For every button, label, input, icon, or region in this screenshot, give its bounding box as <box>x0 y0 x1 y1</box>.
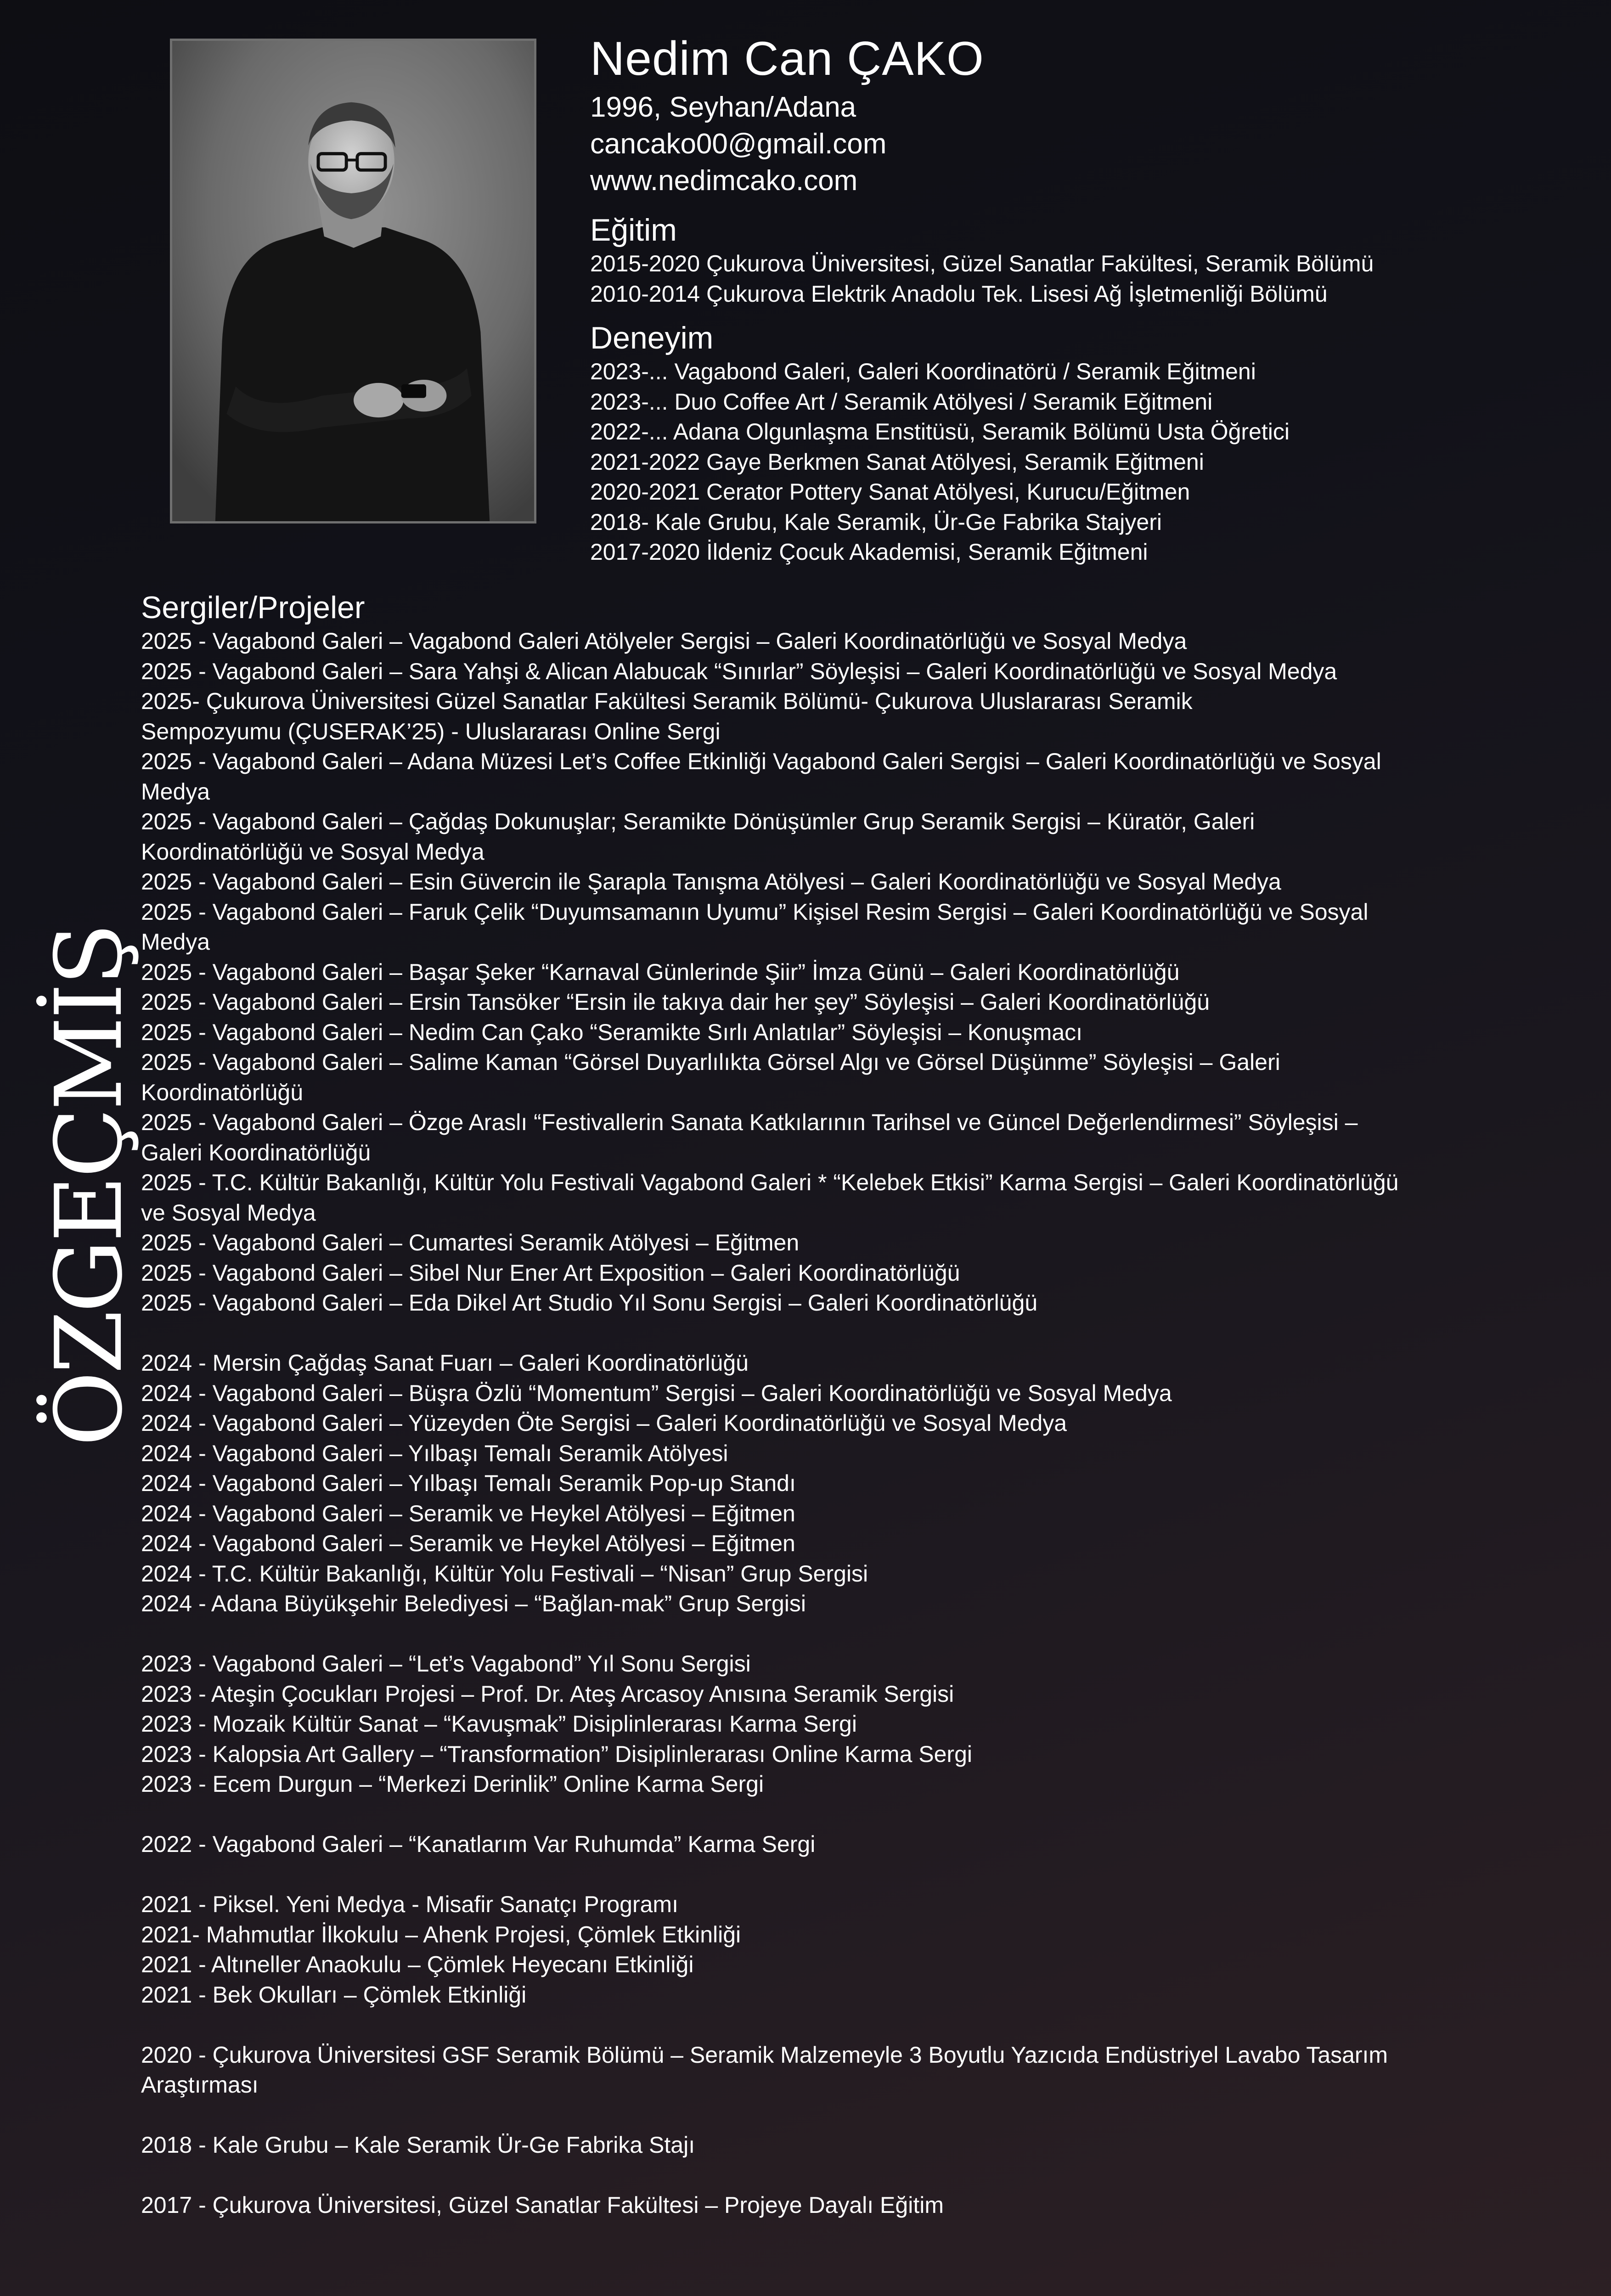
experience-item: 2017-2020 İldeniz Çocuk Akademisi, Seramik Eğitmeni <box>590 539 1148 565</box>
project-line: 2024 - Vagabond Galeri – Yılbaşı Temalı Seramik Pop-up Standı <box>141 1470 796 1496</box>
project-line: 2025 - Vagabond Galeri – Sara Yahşi & Alican Alabucak “Sınırlar” Söyleşisi – Galeri Koordinatörlüğü ve Sosyal Medya <box>141 658 1337 684</box>
project-line: 2024 - Vagabond Galeri – Yüzeyden Öte Sergisi – Galeri Koordinatörlüğü ve Sosyal Medya <box>141 1410 1067 1436</box>
project-spacer <box>141 1860 1528 1890</box>
portrait-photo-icon <box>172 41 534 521</box>
project-line: Medya <box>141 778 210 805</box>
project-line: 2024 - Vagabond Galeri – Büşra Özlü “Momentum” Sergisi – Galeri Koordinatörlüğü ve Sosyal Medya <box>141 1380 1172 1406</box>
project-line: 2023 - Ateşin Çocukları Projesi – Prof. Dr. Ateş Arcasoy Anısına Seramik Sergisi <box>141 1681 954 1707</box>
experience-item: 2020-2021 Cerator Pottery Sanat Atölyesi, Kurucu/Eğitmen <box>590 479 1190 505</box>
experience-section <box>590 319 1555 568</box>
project-line: 2025 - Vagabond Galeri – Çağdaş Dokunuşlar; Seramikte Dönüşümler Grup Seramik Sergisi – Küratör, Galeri <box>141 809 1255 834</box>
education-title: Eğitim <box>590 213 677 248</box>
birth-info: 1996, Seyhan/Adana <box>590 91 856 123</box>
project-spacer <box>141 1800 1528 1830</box>
portrait-photo <box>170 39 536 523</box>
project-line: Galeri Koordinatörlüğü <box>141 1139 371 1165</box>
project-line: 2025 - Vagabond Galeri – Özge Araslı “Festivallerin Sanata Katkılarının Tarihsel ve Güncel Değerlendirmesi” Söyleşisi – <box>141 1109 1358 1135</box>
project-line: 2025 - Vagabond Galeri – Başar Şeker “Karnaval Günlerinde Şiir” İmza Günü – Galeri Koordinatörlüğü <box>141 959 1180 985</box>
project-line: 2023 - Vagabond Galeri – “Let’s Vagabond” Yıl Sonu Sergisi <box>141 1651 751 1677</box>
project-line: 2025 - T.C. Kültür Bakanlığı, Kültür Yolu Festivali Vagabond Galeri * “Kelebek Etkisi” Karma Sergisi – Galeri Koordinatörlüğü <box>141 1170 1399 1195</box>
project-line: 2025 - Vagabond Galeri – Nedim Can Çako “Seramikte Sırlı Anlatılar” Söyleşisi – Konuşmacı <box>141 1019 1083 1045</box>
project-line: 2024 - Adana Büyükşehir Belediyesi – “Bağlan-mak” Grup Sergisi <box>141 1591 806 1616</box>
project-line: 2025 - Vagabond Galeri – Salime Kaman “Görsel Duyarlılıkta Görsel Algı ve Görsel Düşünme” Söyleşisi – Galeri <box>141 1049 1280 1075</box>
project-spacer <box>141 2100 1528 2131</box>
experience-item: 2023-... Vagabond Galeri, Galeri Koordinatörü / Seramik Eğitmeni <box>590 359 1256 384</box>
project-line: 2020 - Çukurova Üniversitesi GSF Seramik Bölümü – Seramik Malzemeyle 3 Boyutlu Yazıcıda Endüstriyel Lavabo Tasarım <box>141 2042 1388 2068</box>
project-spacer <box>141 2161 1528 2191</box>
project-line: 2025 - Vagabond Galeri – Faruk Çelik “Duyumsamanın Uyumu” Kişisel Resim Sergisi – Galeri Koordinatörlüğü ve Sosyal <box>141 899 1369 925</box>
project-line: Sempozyumu (ÇUSERAK’25) - Uluslararası Online Sergi <box>141 718 721 744</box>
projects-section <box>141 589 1528 2221</box>
project-line: 2024 - Vagabond Galeri – Seramik ve Heykel Atölyesi – Eğitmen <box>141 1531 795 1556</box>
project-line: 2023 - Kalopsia Art Gallery – “Transformation” Disiplinlerarası Online Karma Sergi <box>141 1741 972 1767</box>
project-line: 2017 - Çukurova Üniversitesi, Güzel Sanatlar Fakültesi – Projeye Dayalı Eğitim <box>141 2192 944 2218</box>
person-name: Nedim Can ÇAKO <box>590 32 984 85</box>
project-line: ve Sosyal Medya <box>141 1199 316 1226</box>
project-line: Koordinatörlüğü <box>141 1079 304 1105</box>
project-line: 2025 - Vagabond Galeri – Ersin Tansöker “Ersin ile takıya dair her şey” Söyleşisi – Galeri Koordinatörlüğü <box>141 989 1210 1015</box>
project-spacer <box>141 1318 1528 1349</box>
cv-header <box>590 28 1555 568</box>
side-title-text: ÖZGEÇMİŞ <box>36 925 143 1446</box>
project-line: 2024 - Vagabond Galeri – Seramik ve Heykel Atölyesi – Eğitmen <box>141 1500 795 1526</box>
project-line: 2023 - Mozaik Kültür Sanat – “Kavuşmak” Disiplinlerarası Karma Sergi <box>141 1711 857 1737</box>
project-line: Araştırması <box>141 2072 259 2098</box>
project-line: 2025 - Vagabond Galeri – Sibel Nur Ener Art Exposition – Galeri Koordinatörlüğü <box>141 1260 960 1286</box>
projects-title: Sergiler/Projeler <box>141 590 365 625</box>
experience-item: 2023-... Duo Coffee Art / Seramik Atölyesi / Seramik Eğitmeni <box>590 388 1213 415</box>
experience-item: 2021-2022 Gaye Berkmen Sanat Atölyesi, Seramik Eğitmeni <box>590 449 1204 475</box>
website-link[interactable]: www.nedimcako.com <box>590 165 858 197</box>
experience-title: Deneyim <box>590 321 714 355</box>
project-line: 2021 - Altıneller Anaokulu – Çömlek Heyecanı Etkinliği <box>141 1952 694 1977</box>
project-line: 2021 - Bek Okulları – Çömlek Etkinliği <box>141 1981 527 2008</box>
project-line: 2018 - Kale Grubu – Kale Seramik Ür-Ge Fabrika Stajı <box>141 2132 695 2158</box>
projects-list <box>141 626 1528 2221</box>
project-line: 2025- Çukurova Üniversitesi Güzel Sanatlar Fakültesi Seramik Bölümü- Çukurova Uluslararası Seramik <box>141 688 1193 714</box>
education-item: 2015-2020 Çukurova Üniversitesi, Güzel Sanatlar Fakültesi, Seramik Bölümü <box>590 251 1374 276</box>
experience-item: 2018- Kale Grubu, Kale Seramik, Ür-Ge Fabrika Stajyeri <box>590 509 1162 535</box>
education-section <box>590 211 1555 309</box>
project-line: 2021- Mahmutlar İlkokulu – Ahenk Projesi, Çömlek Etkinliği <box>141 1921 741 1947</box>
project-line: 2022 - Vagabond Galeri – “Kanatlarım Var Ruhumda” Karma Sergi <box>141 1831 816 1857</box>
experience-item: 2022-... Adana Olgunlaşma Enstitüsü, Seramik Bölümü Usta Öğretici <box>590 419 1290 445</box>
project-line: 2021 - Piksel. Yeni Medya - Misafir Sanatçı Programı <box>141 1891 678 1917</box>
email-link[interactable]: cancako00@gmail.com <box>590 128 887 160</box>
project-line: 2025 - Vagabond Galeri – Adana Müzesi Let’s Coffee Etkinliği Vagabond Galeri Sergisi – Galeri Koordinatörlüğü ve Sosyal <box>141 748 1381 774</box>
project-line: 2025 - Vagabond Galeri – Cumartesi Seramik Atölyesi – Eğitmen <box>141 1230 800 1255</box>
education-item: 2010-2014 Çukurova Elektrik Anadolu Tek. Lisesi Ağ İşletmenliği Bölümü <box>590 281 1328 307</box>
project-line: 2025 - Vagabond Galeri – Eda Dikel Art Studio Yıl Sonu Sergisi – Galeri Koordinatörlüğü <box>141 1290 1038 1316</box>
project-line: 2024 - Mersin Çağdaş Sanat Fuarı – Galeri Koordinatörlüğü <box>141 1350 749 1376</box>
project-line: 2024 - T.C. Kültür Bakanlığı, Kültür Yolu Festivali – “Nisan” Grup Sergisi <box>141 1560 868 1587</box>
project-line: 2025 - Vagabond Galeri – Esin Güvercin ile Şarapla Tanışma Atölyesi – Galeri Koordinatörlüğü ve Sosyal Medya <box>141 869 1281 895</box>
project-spacer <box>141 1619 1528 1649</box>
project-line: Medya <box>141 929 210 955</box>
project-spacer <box>141 2010 1528 2040</box>
project-line: Koordinatörlüğü ve Sosyal Medya <box>141 838 484 865</box>
project-line: 2024 - Vagabond Galeri – Yılbaşı Temalı Seramik Atölyesi <box>141 1440 728 1466</box>
project-line: 2025 - Vagabond Galeri – Vagabond Galeri Atölyeler Sergisi – Galeri Koordinatörlüğü ve Sosyal Medya <box>141 628 1187 654</box>
project-line: 2023 - Ecem Durgun – “Merkezi Derinlik” Online Karma Sergi <box>141 1771 764 1797</box>
